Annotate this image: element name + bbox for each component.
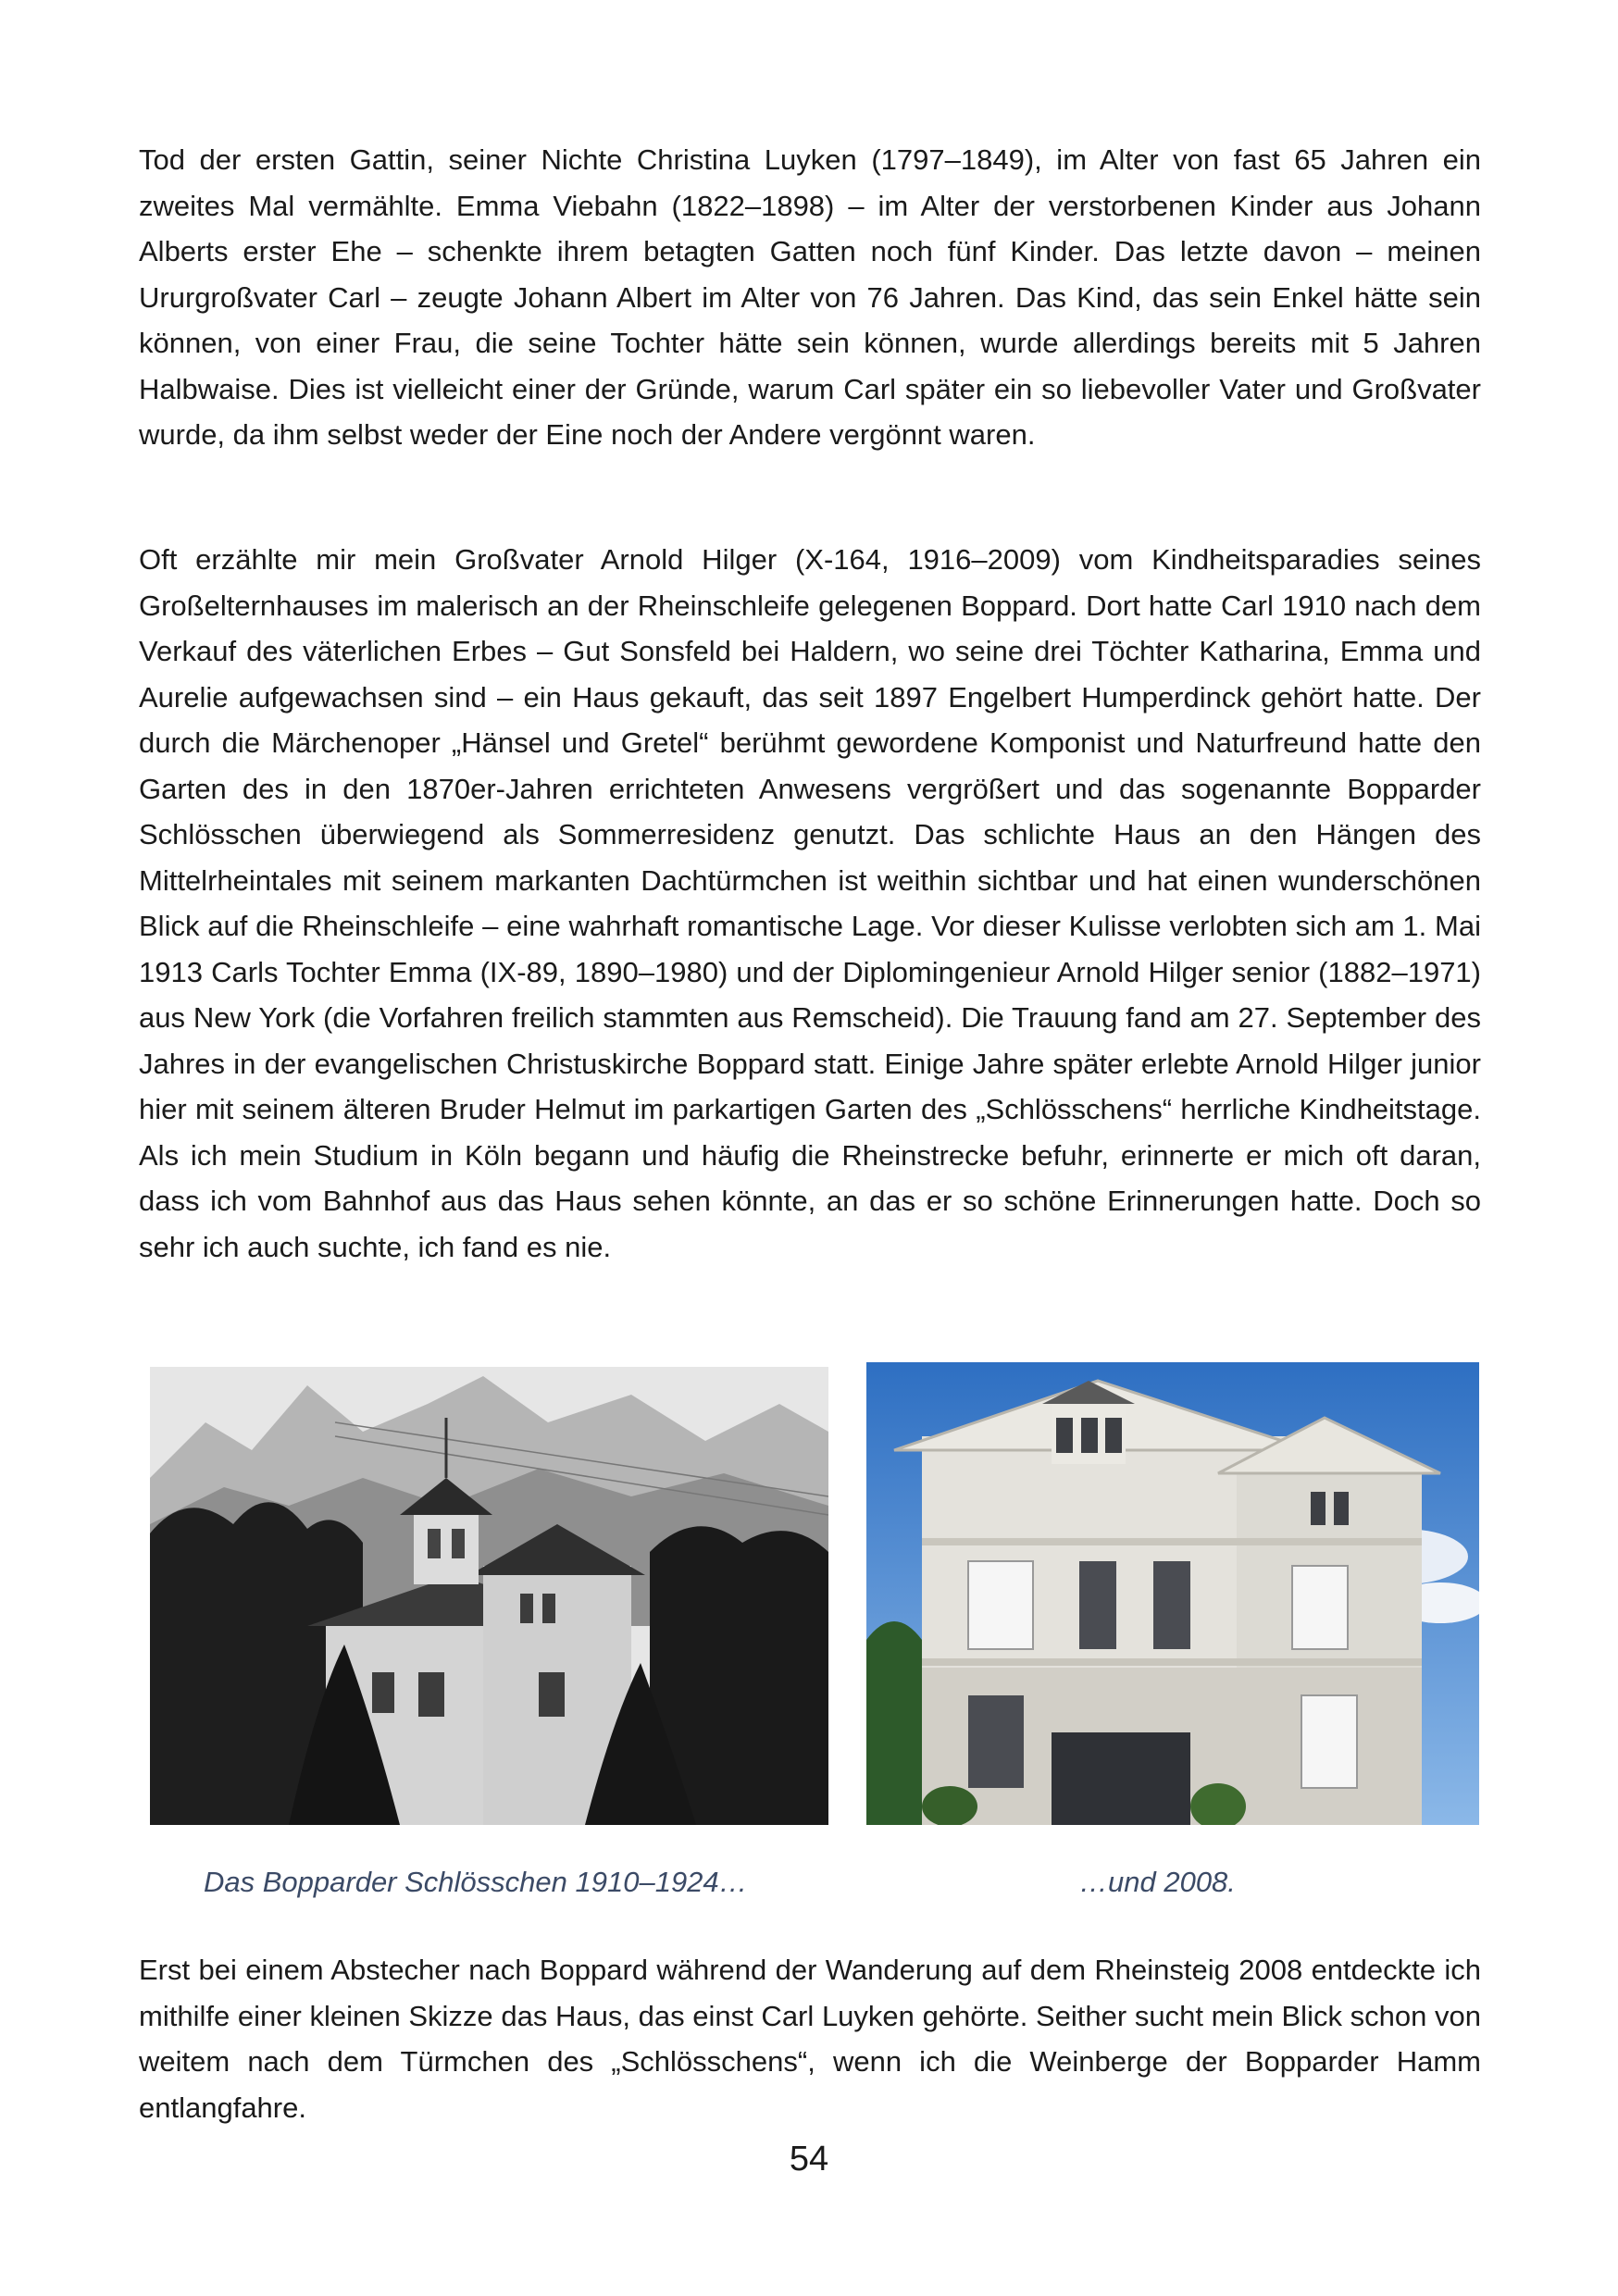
caption-2008: …und 2008.: [1079, 1866, 1236, 1898]
photo-schloesschen-historic: [150, 1367, 828, 1825]
paragraph-3: Erst bei einem Abstecher nach Boppard während der Wanderung auf dem Rheinsteig 2008 entdeckte ich mithilfe einer kleinen Skizze das Haus, das einst Carl Luyken gehörte. Seither sucht mein Blick schon von weitem nach dem Türmchen des „Schlösschens“, wenn ich die Weinberge der Bopparder Hamm entlangfahre.: [139, 1954, 1481, 2124]
photo-schloesschen-2008: [866, 1362, 1479, 1825]
caption-historic: Das Bopparder Schlösschen 1910–1924…: [204, 1866, 748, 1898]
historic-house-illustration: [150, 1367, 828, 1825]
modern-house-illustration: [866, 1362, 1479, 1825]
paragraph-1: Tod der ersten Gattin, seiner Nichte Christina Luyken (1797–1849), im Alter von fast 65 Jahren ein zweites Mal vermählte. Emma Viebahn (1822–1898) – im Alter der verstorbenen Kinder aus Johann Alberts erster Ehe – schenkte ihrem betagten Gatten noch fünf Kinder. Das letzte davon – meinen Ururgroßvater Carl – zeugte Johann Albert im Alter von 76 Jahren. Das Kind, das sein Enkel hätte sein können, von einer Frau, die seine Tochter hätte sein können, wurde allerdings bereits mit 5 Jahren Halbwaise. Dies ist vielleicht einer der Gründe, warum Carl später ein so liebevoller Vater und Großvater wurde, da ihm selbst weder der Eine noch der Andere vergönnt waren.: [139, 143, 1481, 451]
paragraph-2: Oft erzählte mir mein Großvater Arnold Hilger (X-164, 1916–2009) vom Kindheitsparadies seines Großelternhauses im malerisch an der Rheinschleife gelegenen Boppard. Dort hatte Carl 1910 nach dem Verkauf des väterlichen Erbes – Gut Sonsfeld bei Haldern, wo seine drei Töchter Katharina, Emma und Aurelie aufgewachsen sind – ein Haus gekauft, das seit 1897 Engelbert Humperdinck gehört hatte. Der durch die Märchenoper „Hänsel und Gretel“ berühmt gewordene Komponist und Naturfreund hatte den Garten des in den 1870er-Jahren errichteten Anwesens vergrößert und das sogenannte Bopparder Schlösschen überwiegend als Sommerresidenz genutzt. Das schlichte Haus an den Hängen des Mittelrheintales mit seinem markanten Dachtürmchen ist weithin sichtbar und hat einen wunderschönen Blick auf die Rheinschleife – eine wahrhaft romantische Lage. Vor dieser Kulisse verlobten sich am 1. Mai 1913 Carls Tochter Emma (IX-89, 1890–1980) und der Diplomingenieur Arnold Hilger senior (1882–1971) aus New York (die Vorfahren freilich stammten aus Remscheid). Die Trauung fand am 27. September des Jahres in der evangelischen Christuskirche Boppard statt. Einige Jahre später erlebte Arnold Hilger junior hier mit seinem älteren Bruder Helmut im parkartigen Garten des „Schlösschens“ herrliche Kindheitstage. Als ich mein Studium in Köln begann und häufig die Rheinstrecke befuhr, erinnerte er mich oft daran, dass ich vom Bahnhof aus das Haus sehen könnte, an das er so schöne Erinnerungen hatte. Doch so sehr ich auch suchte, ich fand es nie.: [139, 543, 1481, 1263]
page-number: 54: [789, 2140, 829, 2178]
